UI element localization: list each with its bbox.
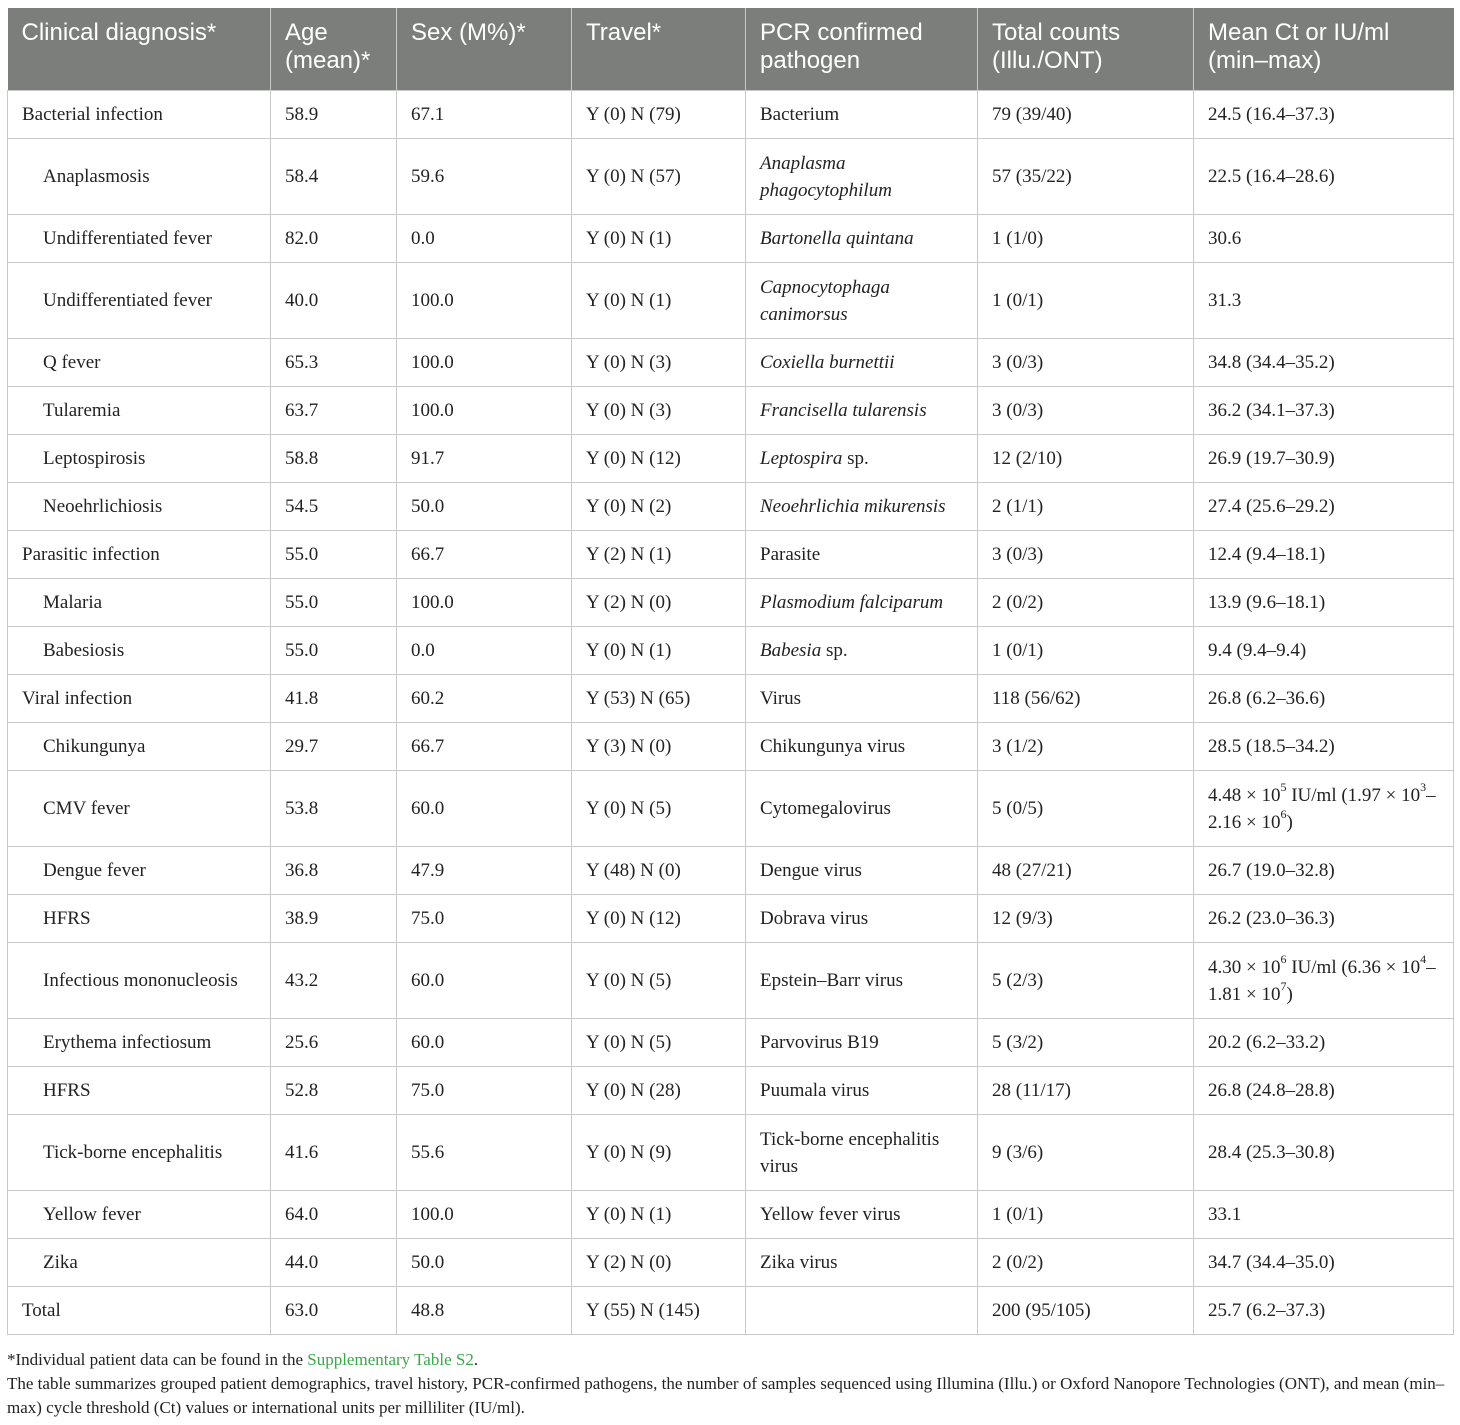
pathogen-name: Neoehrlichia mikurensis: [760, 496, 946, 517]
table-row: [8, 579, 1454, 627]
mean-cell: 24.5 (16.4–37.3): [1194, 91, 1454, 139]
age-cell: 38.9: [271, 895, 397, 943]
age-cell: 40.0: [271, 263, 397, 339]
table-body: [8, 91, 1454, 1335]
age-cell: 52.8: [271, 1067, 397, 1115]
mean-cell: 34.7 (34.4–35.0): [1194, 1239, 1454, 1287]
pathogen-cell: Parvovirus B19: [746, 1019, 978, 1067]
table-row: [8, 263, 1454, 339]
pathogen-name: Coxiella burnettii: [760, 352, 895, 373]
mean-cell: 9.4 (9.4–9.4): [1194, 627, 1454, 675]
diagnosis-cell: Neoehrlichiosis: [8, 483, 271, 531]
travel-cell: Y (0) N (5): [572, 943, 746, 1019]
age-cell: 41.8: [271, 675, 397, 723]
exponent: 3: [1420, 780, 1427, 795]
pathogen-cell: [746, 263, 978, 339]
pathogen-cell: Tick-borne encephalitis virus: [746, 1115, 978, 1191]
exponent: 6: [1280, 952, 1287, 967]
sex-cell: 60.0: [397, 1019, 572, 1067]
pathogen-cell: Dengue virus: [746, 847, 978, 895]
travel-cell: Y (0) N (1): [572, 215, 746, 263]
diagnosis-cell: Yellow fever: [8, 1191, 271, 1239]
mean-cell: 13.9 (9.6–18.1): [1194, 579, 1454, 627]
mean-cell: 28.5 (18.5–34.2): [1194, 723, 1454, 771]
mean-cell: 26.8 (24.8–28.8): [1194, 1067, 1454, 1115]
sex-cell: 75.0: [397, 1067, 572, 1115]
mean-cell: 22.5 (16.4–28.6): [1194, 139, 1454, 215]
table-row: [8, 215, 1454, 263]
counts-cell: 12 (9/3): [978, 895, 1194, 943]
travel-cell: Y (48) N (0): [572, 847, 746, 895]
diagnosis-cell: Anaplasmosis: [8, 139, 271, 215]
pathogen-cell: [746, 579, 978, 627]
pathogen-cell: [746, 139, 978, 215]
mean-cell: 33.1: [1194, 1191, 1454, 1239]
diagnosis-cell: Q fever: [8, 339, 271, 387]
table-row: [8, 139, 1454, 215]
sex-cell: 66.7: [397, 723, 572, 771]
travel-cell: Y (55) N (145): [572, 1287, 746, 1335]
table-row: [8, 943, 1454, 1019]
supplementary-link[interactable]: Supplementary Table S2: [307, 1350, 474, 1369]
travel-cell: Y (0) N (12): [572, 435, 746, 483]
pathogen-cell: Cytomegalovirus: [746, 771, 978, 847]
sex-cell: 59.6: [397, 139, 572, 215]
counts-cell: 12 (2/10): [978, 435, 1194, 483]
sex-cell: 50.0: [397, 1239, 572, 1287]
travel-cell: Y (0) N (5): [572, 1019, 746, 1067]
age-cell: 55.0: [271, 579, 397, 627]
mean-cell: 28.4 (25.3–30.8): [1194, 1115, 1454, 1191]
diagnosis-cell: Undifferentiated fever: [8, 215, 271, 263]
counts-cell: 28 (11/17): [978, 1067, 1194, 1115]
pathogen-cell: Dobrava virus: [746, 895, 978, 943]
age-cell: 63.0: [271, 1287, 397, 1335]
diagnosis-cell: CMV fever: [8, 771, 271, 847]
travel-cell: Y (2) N (0): [572, 1239, 746, 1287]
table-row: [8, 91, 1454, 139]
table-row: [8, 339, 1454, 387]
counts-cell: 1 (0/1): [978, 263, 1194, 339]
travel-cell: Y (0) N (9): [572, 1115, 746, 1191]
diagnosis-cell: Total: [8, 1287, 271, 1335]
age-cell: 29.7: [271, 723, 397, 771]
diagnosis-cell: Babesiosis: [8, 627, 271, 675]
mean-text: ): [1286, 983, 1293, 1005]
counts-cell: 79 (39/40): [978, 91, 1194, 139]
counts-cell: 1 (1/0): [978, 215, 1194, 263]
travel-cell: Y (0) N (28): [572, 1067, 746, 1115]
counts-cell: 48 (27/21): [978, 847, 1194, 895]
mean-text: –1.81 × 10: [1208, 956, 1436, 1005]
pathogen-name: Leptospira: [760, 448, 843, 469]
diagnosis-cell: HFRS: [8, 1067, 271, 1115]
travel-cell: Y (0) N (79): [572, 91, 746, 139]
table-row: [8, 1115, 1454, 1191]
age-cell: 58.8: [271, 435, 397, 483]
pathogen-name: Plasmodium falciparum: [760, 592, 944, 613]
mean-cell: 27.4 (25.6–29.2): [1194, 483, 1454, 531]
mean-cell: [1194, 943, 1454, 1019]
age-cell: 53.8: [271, 771, 397, 847]
travel-cell: Y (2) N (0): [572, 579, 746, 627]
mean-text: ): [1286, 811, 1293, 833]
footnote-text: *Individual patient data can be found in the: [7, 1350, 308, 1369]
age-cell: 36.8: [271, 847, 397, 895]
table-row: [8, 627, 1454, 675]
footnote: [7, 1348, 1453, 1420]
age-cell: 63.7: [271, 387, 397, 435]
table-row: [8, 435, 1454, 483]
age-cell: 64.0: [271, 1191, 397, 1239]
sex-cell: 67.1: [397, 91, 572, 139]
counts-cell: 200 (95/105): [978, 1287, 1194, 1335]
counts-cell: 1 (0/1): [978, 627, 1194, 675]
pathogen-cell: Virus: [746, 675, 978, 723]
table-row: [8, 1239, 1454, 1287]
travel-cell: Y (0) N (1): [572, 627, 746, 675]
travel-cell: Y (2) N (1): [572, 531, 746, 579]
footnote-line-2: The table summarizes grouped patient demographics, travel history, PCR-confirmed pathogens, the number of samples sequenced using Illumina (Illu.) or Oxford Nanopore Technologies (ONT), and mean (min–max) cycle threshold (Ct) values or international units per milliliter (IU/ml).: [7, 1374, 1445, 1417]
counts-cell: 3 (0/3): [978, 387, 1194, 435]
pathogen-cell: Bacterium: [746, 91, 978, 139]
diagnosis-cell: Bacterial infection: [8, 91, 271, 139]
diagnosis-cell: Erythema infectiosum: [8, 1019, 271, 1067]
counts-cell: 2 (1/1): [978, 483, 1194, 531]
diagnosis-cell: Zika: [8, 1239, 271, 1287]
diagnosis-cell: Infectious mononucleosis: [8, 943, 271, 1019]
sex-cell: 48.8: [397, 1287, 572, 1335]
travel-cell: Y (0) N (12): [572, 895, 746, 943]
age-cell: 55.0: [271, 531, 397, 579]
counts-cell: 9 (3/6): [978, 1115, 1194, 1191]
mean-cell: 26.9 (19.7–30.9): [1194, 435, 1454, 483]
sex-cell: 91.7: [397, 435, 572, 483]
mean-cell: [1194, 771, 1454, 847]
sex-cell: 100.0: [397, 263, 572, 339]
sex-cell: 100.0: [397, 1191, 572, 1239]
sex-cell: 75.0: [397, 895, 572, 943]
mean-cell: 20.2 (6.2–33.2): [1194, 1019, 1454, 1067]
header-cell: Sex (M%)*: [397, 8, 572, 91]
travel-cell: Y (53) N (65): [572, 675, 746, 723]
mean-text: IU/ml (1.97 × 10: [1286, 784, 1421, 806]
pathogen-name: Anaplasma phagocytophilum: [760, 152, 892, 201]
diagnosis-cell: Tick-borne encephalitis: [8, 1115, 271, 1191]
travel-cell: Y (0) N (5): [572, 771, 746, 847]
counts-cell: 118 (56/62): [978, 675, 1194, 723]
pathogen-name: Babesia: [760, 640, 822, 661]
pathogen-name: Francisella tularensis: [760, 400, 927, 421]
travel-cell: Y (0) N (57): [572, 139, 746, 215]
counts-cell: 57 (35/22): [978, 139, 1194, 215]
header-cell: Clinical diagnosis*: [8, 8, 271, 91]
header-cell: Mean Ct or IU/ml (min–max): [1194, 8, 1454, 91]
table-row: [8, 1287, 1454, 1335]
table-row: [8, 387, 1454, 435]
sex-cell: 60.0: [397, 771, 572, 847]
pathogen-cell: Epstein–Barr virus: [746, 943, 978, 1019]
travel-cell: Y (0) N (1): [572, 263, 746, 339]
diagnosis-cell: Leptospirosis: [8, 435, 271, 483]
table-container: [7, 8, 1453, 1335]
sex-cell: 50.0: [397, 483, 572, 531]
age-cell: 58.4: [271, 139, 397, 215]
counts-cell: 3 (0/3): [978, 339, 1194, 387]
pathogen-cell: [746, 627, 978, 675]
table-row: [8, 723, 1454, 771]
mean-cell: 26.8 (6.2–36.6): [1194, 675, 1454, 723]
table-row: [8, 771, 1454, 847]
header-row: [8, 8, 1454, 91]
diagnosis-cell: Dengue fever: [8, 847, 271, 895]
diagnosis-cell: HFRS: [8, 895, 271, 943]
mean-text: –2.16 × 10: [1208, 784, 1436, 833]
footnote-text: .: [473, 1350, 479, 1369]
counts-cell: 5 (3/2): [978, 1019, 1194, 1067]
age-cell: 82.0: [271, 215, 397, 263]
pathogen-cell: Puumala virus: [746, 1067, 978, 1115]
table-row: [8, 531, 1454, 579]
mean-cell: 25.7 (6.2–37.3): [1194, 1287, 1454, 1335]
diagnosis-cell: Parasitic infection: [8, 531, 271, 579]
pathogen-suffix: sp.: [821, 640, 848, 661]
diagnosis-cell: Viral infection: [8, 675, 271, 723]
sex-cell: 0.0: [397, 215, 572, 263]
table-row: [8, 1067, 1454, 1115]
table-row: [8, 847, 1454, 895]
travel-cell: Y (3) N (0): [572, 723, 746, 771]
diagnosis-cell: Chikungunya: [8, 723, 271, 771]
pathogen-cell: [746, 387, 978, 435]
pathogen-cell: [746, 339, 978, 387]
exponent: 7: [1280, 979, 1287, 994]
table-row: [8, 1191, 1454, 1239]
footnote-line-1: [7, 1348, 1453, 1372]
mean-cell: 12.4 (9.4–18.1): [1194, 531, 1454, 579]
pathogen-cell: Zika virus: [746, 1239, 978, 1287]
age-cell: 54.5: [271, 483, 397, 531]
pathogen-name: Capnocytophaga canimorsus: [760, 276, 890, 325]
header-cell: Travel*: [572, 8, 746, 91]
mean-cell: 26.2 (23.0–36.3): [1194, 895, 1454, 943]
travel-cell: Y (0) N (2): [572, 483, 746, 531]
sex-cell: 100.0: [397, 339, 572, 387]
mean-text: IU/ml (6.36 × 10: [1286, 956, 1421, 978]
age-cell: 43.2: [271, 943, 397, 1019]
pathogen-cell: [746, 1287, 978, 1335]
header-cell: PCR confirmed pathogen: [746, 8, 978, 91]
sex-cell: 55.6: [397, 1115, 572, 1191]
data-table: [7, 8, 1454, 1335]
mean-cell: 31.3: [1194, 263, 1454, 339]
sex-cell: 60.2: [397, 675, 572, 723]
diagnosis-cell: Malaria: [8, 579, 271, 627]
mean-cell: 30.6: [1194, 215, 1454, 263]
pathogen-cell: Parasite: [746, 531, 978, 579]
table-row: [8, 675, 1454, 723]
mean-cell: 34.8 (34.4–35.2): [1194, 339, 1454, 387]
header-cell: Age (mean)*: [271, 8, 397, 91]
counts-cell: 2 (0/2): [978, 1239, 1194, 1287]
sex-cell: 0.0: [397, 627, 572, 675]
pathogen-name: Bartonella quintana: [760, 228, 914, 249]
age-cell: 44.0: [271, 1239, 397, 1287]
counts-cell: 3 (0/3): [978, 531, 1194, 579]
counts-cell: 1 (0/1): [978, 1191, 1194, 1239]
diagnosis-cell: Tularemia: [8, 387, 271, 435]
sex-cell: 47.9: [397, 847, 572, 895]
age-cell: 65.3: [271, 339, 397, 387]
travel-cell: Y (0) N (1): [572, 1191, 746, 1239]
exponent: 5: [1280, 780, 1287, 795]
age-cell: 25.6: [271, 1019, 397, 1067]
mean-text: 4.48 × 10: [1208, 784, 1281, 806]
pathogen-cell: Chikungunya virus: [746, 723, 978, 771]
exponent: 6: [1280, 807, 1287, 822]
sex-cell: 100.0: [397, 579, 572, 627]
pathogen-cell: [746, 215, 978, 263]
exponent: 4: [1420, 952, 1427, 967]
pathogen-cell: [746, 435, 978, 483]
diagnosis-cell: Undifferentiated fever: [8, 263, 271, 339]
pathogen-cell: [746, 483, 978, 531]
counts-cell: 3 (1/2): [978, 723, 1194, 771]
sex-cell: 60.0: [397, 943, 572, 1019]
table-row: [8, 1019, 1454, 1067]
table-row: [8, 895, 1454, 943]
pathogen-suffix: sp.: [842, 448, 869, 469]
counts-cell: 2 (0/2): [978, 579, 1194, 627]
counts-cell: 5 (0/5): [978, 771, 1194, 847]
table-row: [8, 483, 1454, 531]
travel-cell: Y (0) N (3): [572, 339, 746, 387]
mean-cell: 36.2 (34.1–37.3): [1194, 387, 1454, 435]
sex-cell: 66.7: [397, 531, 572, 579]
mean-text: 4.30 × 10: [1208, 956, 1281, 978]
age-cell: 41.6: [271, 1115, 397, 1191]
sex-cell: 100.0: [397, 387, 572, 435]
counts-cell: 5 (2/3): [978, 943, 1194, 1019]
header-cell: Total counts (Illu./ONT): [978, 8, 1194, 91]
age-cell: 55.0: [271, 627, 397, 675]
age-cell: 58.9: [271, 91, 397, 139]
pathogen-cell: Yellow fever virus: [746, 1191, 978, 1239]
mean-cell: 26.7 (19.0–32.8): [1194, 847, 1454, 895]
travel-cell: Y (0) N (3): [572, 387, 746, 435]
